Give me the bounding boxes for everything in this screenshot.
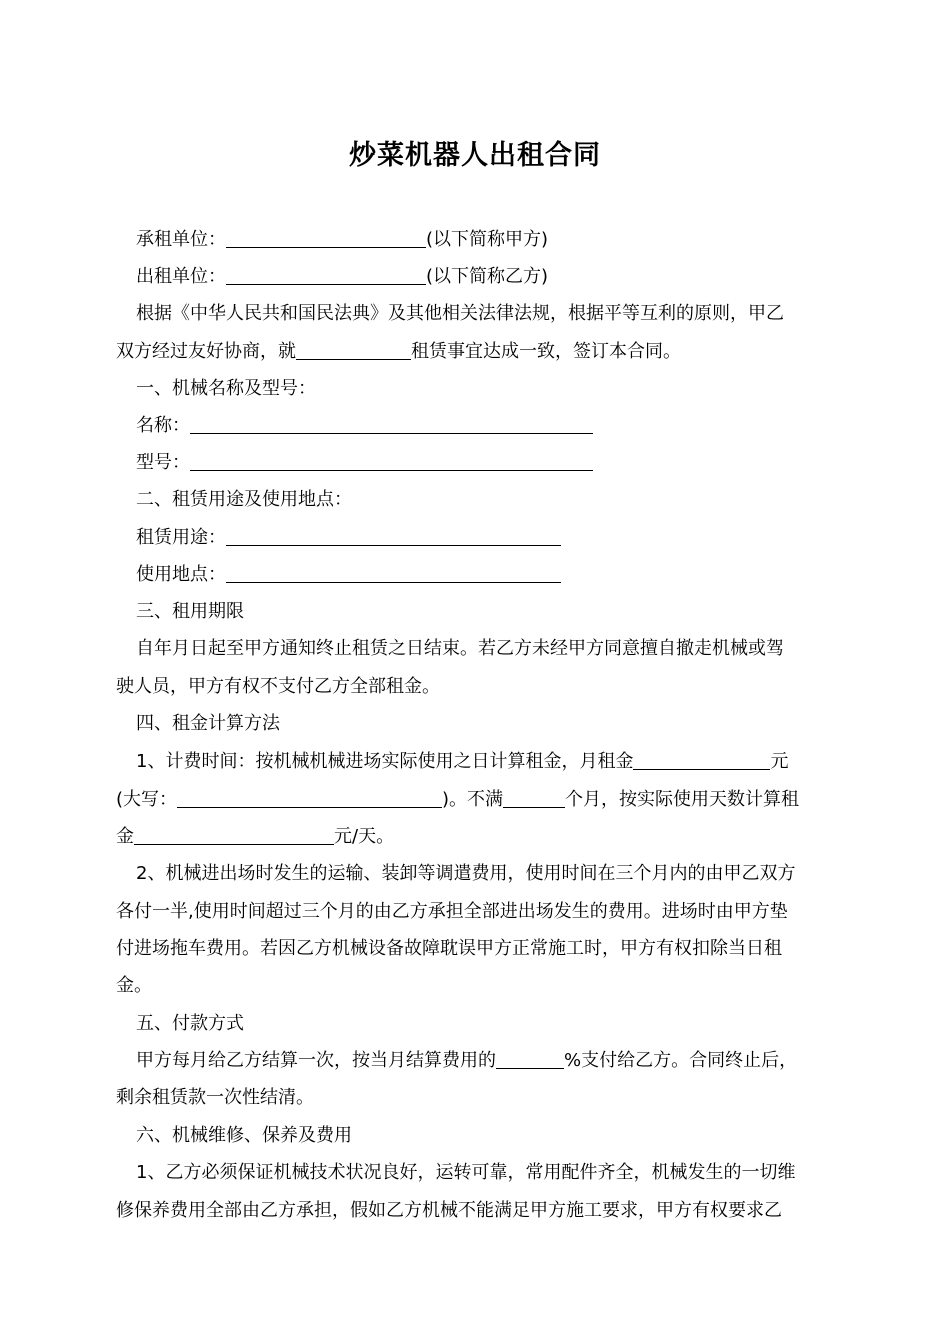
maintenance-line-1: 1、乙方必须保证机械技术状况良好，运转可靠，常用配件齐全，机械发生的一切维 [136, 1162, 796, 1183]
lessee-suffix: (以下简称甲方) [426, 229, 549, 250]
fee-text-e: 个月，按实际使用天数计算租 [565, 789, 800, 810]
transport-line-2: 各付一半,使用时间超过三个月的由乙方承担全部进出场发生的费用。进场时由甲方垫 [116, 901, 788, 922]
monthly-rent-blank[interactable] [633, 751, 770, 770]
transport-line-1: 2、机械进出场时发生的运输、装卸等调遣费用，使用时间在三个月内的由甲乙双方 [136, 863, 796, 884]
purpose-blank[interactable] [226, 527, 561, 546]
location-label: 使用地点： [136, 564, 226, 585]
daily-rent-blank[interactable] [134, 826, 334, 845]
name-blank[interactable] [190, 415, 593, 434]
name-label: 名称： [136, 415, 190, 436]
model-blank[interactable] [190, 452, 593, 471]
intro-text-b: 租赁事宜达成一致，签订本合同。 [411, 341, 681, 362]
lessee-line [136, 228, 836, 252]
payment-line-2: 剩余租赁款一次性结清。 [116, 1087, 314, 1108]
section-4-heading: 四、租金计算方法 [136, 713, 280, 734]
model-line [136, 451, 836, 475]
term-line-2: 驶人员，甲方有权不支付乙方全部租金。 [116, 676, 440, 697]
fee-line-2 [116, 788, 836, 812]
maintenance-line-2: 修保养费用全部由乙方承担，假如乙方机械不能满足甲方施工要求，甲方有权要求乙 [116, 1200, 782, 1221]
intro-text-a: 双方经过友好协商，就 [116, 341, 296, 362]
section-6-heading: 六、机械维修、保养及费用 [136, 1125, 352, 1146]
section-3-heading: 三、租用期限 [136, 601, 244, 622]
lessee-label: 承租单位： [136, 229, 226, 250]
payment-percent-blank[interactable] [496, 1050, 564, 1069]
fee-text-c: (大写： [116, 789, 178, 810]
payment-text-b: %支付给乙方。合同终止后， [564, 1050, 798, 1071]
fee-text-g: 元/天。 [334, 826, 395, 847]
fee-unit-yuan: 元 [770, 751, 789, 772]
intro-line-1: 根据《中华人民共和国民法典》及其他相关法律法规，根据平等互利的原则，甲乙 [136, 303, 784, 324]
fee-line-3 [116, 825, 836, 849]
payment-text-a: 甲方每月给乙方结算一次，按当月结算费用的 [136, 1050, 496, 1071]
transport-line-3: 付进场拖车费用。若因乙方机械设备故障耽误甲方正常施工时，甲方有权扣除当日租 [116, 938, 782, 959]
lessor-suffix: (以下简称乙方) [426, 266, 549, 287]
lessee-blank[interactable] [226, 229, 426, 248]
location-blank[interactable] [226, 564, 561, 583]
fee-text-f: 金 [116, 826, 134, 847]
payment-line-1 [136, 1049, 836, 1073]
fee-line-1 [136, 750, 836, 774]
rent-in-words-blank[interactable] [177, 789, 442, 808]
lessor-label: 出租单位： [136, 266, 226, 287]
purpose-line [136, 526, 836, 550]
fee-text-d: )。不满 [442, 789, 504, 810]
section-1-heading: 一、机械名称及型号： [136, 378, 316, 399]
term-line-1: 自年月日起至甲方通知终止租赁之日结束。若乙方未经甲方同意擅自撤走机械或驾 [136, 638, 784, 659]
location-line [136, 563, 836, 587]
months-blank[interactable] [503, 789, 565, 808]
section-5-heading: 五、付款方式 [136, 1013, 244, 1034]
purpose-label: 租赁用途： [136, 527, 226, 548]
name-line [136, 414, 836, 438]
section-2-heading: 二、租赁用途及使用地点： [136, 489, 352, 510]
lease-subject-blank[interactable] [296, 341, 411, 360]
lessor-blank[interactable] [226, 266, 426, 285]
model-label: 型号： [136, 452, 190, 473]
lessor-line [136, 265, 836, 289]
transport-line-4: 金。 [116, 975, 152, 996]
document-title: 炒菜机器人出租合同 [349, 140, 601, 171]
fee-text-a: 1、计费时间：按机械机械进场实际使用之日计算租金，月租金 [136, 751, 634, 772]
intro-line-2 [116, 340, 836, 364]
